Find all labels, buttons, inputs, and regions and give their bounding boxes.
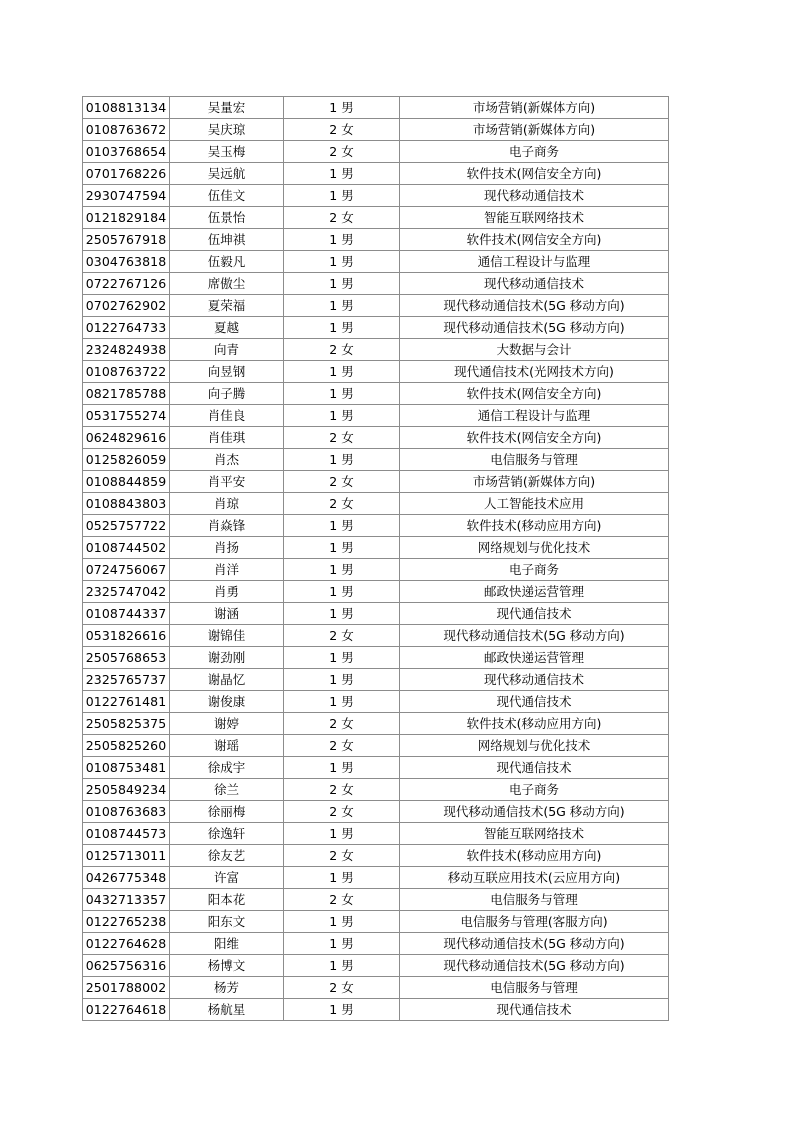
major-cell: 现代移动通信技术 (400, 185, 669, 207)
student-id-cell: 2930747594 (83, 185, 170, 207)
major-cell: 现代移动通信技术(5G 移动方向) (400, 295, 669, 317)
table-row (83, 845, 669, 867)
student-id-cell: 2505825375 (83, 713, 170, 735)
student-name-cell: 吴量宏 (170, 97, 284, 119)
table-row (83, 691, 669, 713)
major-cell: 网络规划与优化技术 (400, 735, 669, 757)
major-cell: 软件技术(网信安全方向) (400, 427, 669, 449)
gender-cell: 2 女 (284, 889, 400, 911)
table-row (83, 559, 669, 581)
table-row (83, 405, 669, 427)
student-name-cell: 徐成宇 (170, 757, 284, 779)
major-cell: 软件技术(网信安全方向) (400, 163, 669, 185)
table-row (83, 141, 669, 163)
major-cell: 现代移动通信技术(5G 移动方向) (400, 955, 669, 977)
gender-cell: 2 女 (284, 845, 400, 867)
gender-cell: 2 女 (284, 977, 400, 999)
student-name-cell: 吴庆琼 (170, 119, 284, 141)
major-cell: 现代移动通信技术 (400, 669, 669, 691)
gender-cell: 1 男 (284, 669, 400, 691)
student-name-cell: 徐逸轩 (170, 823, 284, 845)
major-cell: 现代通信技术(光网技术方向) (400, 361, 669, 383)
table-row (83, 207, 669, 229)
table-row (83, 119, 669, 141)
student-id-cell: 0108744573 (83, 823, 170, 845)
major-cell: 市场营销(新媒体方向) (400, 119, 669, 141)
student-name-cell: 肖勇 (170, 581, 284, 603)
student-name-cell: 阳本花 (170, 889, 284, 911)
table-row (83, 317, 669, 339)
student-name-cell: 许富 (170, 867, 284, 889)
student-name-cell: 伍毅凡 (170, 251, 284, 273)
gender-cell: 2 女 (284, 735, 400, 757)
gender-cell: 1 男 (284, 163, 400, 185)
major-cell: 现代移动通信技术(5G 移动方向) (400, 625, 669, 647)
gender-cell: 1 男 (284, 317, 400, 339)
student-roster-sheet (82, 96, 668, 1021)
table-row (83, 427, 669, 449)
table-row (83, 273, 669, 295)
student-name-cell: 肖洋 (170, 559, 284, 581)
gender-cell: 1 男 (284, 867, 400, 889)
student-id-cell: 0531826616 (83, 625, 170, 647)
major-cell: 通信工程设计与监理 (400, 251, 669, 273)
student-name-cell: 肖佳琪 (170, 427, 284, 449)
table-row (83, 383, 669, 405)
student-id-cell: 0525757722 (83, 515, 170, 537)
student-id-cell: 0821785788 (83, 383, 170, 405)
student-name-cell: 谢劲刚 (170, 647, 284, 669)
major-cell: 人工智能技术应用 (400, 493, 669, 515)
student-name-cell: 阳东文 (170, 911, 284, 933)
student-id-cell: 0108763683 (83, 801, 170, 823)
student-roster-table (82, 96, 669, 1021)
major-cell: 市场营销(新媒体方向) (400, 97, 669, 119)
table-row (83, 449, 669, 471)
student-id-cell: 2505849234 (83, 779, 170, 801)
table-row (83, 757, 669, 779)
major-cell: 现代移动通信技术 (400, 273, 669, 295)
student-id-cell: 0122765238 (83, 911, 170, 933)
student-name-cell: 阳维 (170, 933, 284, 955)
gender-cell: 1 男 (284, 97, 400, 119)
student-id-cell: 0122764628 (83, 933, 170, 955)
major-cell: 现代通信技术 (400, 691, 669, 713)
student-name-cell: 向青 (170, 339, 284, 361)
table-row (83, 867, 669, 889)
student-id-cell: 2325765737 (83, 669, 170, 691)
major-cell: 移动互联应用技术(云应用方向) (400, 867, 669, 889)
major-cell: 通信工程设计与监理 (400, 405, 669, 427)
gender-cell: 1 男 (284, 537, 400, 559)
table-row (83, 493, 669, 515)
major-cell: 软件技术(移动应用方向) (400, 713, 669, 735)
table-row (83, 295, 669, 317)
student-id-cell: 0108763722 (83, 361, 170, 383)
student-id-cell: 2505767918 (83, 229, 170, 251)
major-cell: 电子商务 (400, 141, 669, 163)
student-name-cell: 吴玉梅 (170, 141, 284, 163)
table-row (83, 823, 669, 845)
major-cell: 邮政快递运营管理 (400, 647, 669, 669)
major-cell: 现代移动通信技术(5G 移动方向) (400, 801, 669, 823)
student-id-cell: 0625756316 (83, 955, 170, 977)
gender-cell: 2 女 (284, 119, 400, 141)
gender-cell: 2 女 (284, 713, 400, 735)
student-name-cell: 席傲尘 (170, 273, 284, 295)
gender-cell: 1 男 (284, 449, 400, 471)
gender-cell: 2 女 (284, 493, 400, 515)
student-id-cell: 0304763818 (83, 251, 170, 273)
gender-cell: 1 男 (284, 251, 400, 273)
student-id-cell: 0108843803 (83, 493, 170, 515)
table-row (83, 647, 669, 669)
table-row (83, 515, 669, 537)
table-row (83, 163, 669, 185)
gender-cell: 2 女 (284, 801, 400, 823)
student-name-cell: 杨航星 (170, 999, 284, 1021)
student-id-cell: 0108813134 (83, 97, 170, 119)
student-id-cell: 0701768226 (83, 163, 170, 185)
major-cell: 邮政快递运营管理 (400, 581, 669, 603)
student-name-cell: 谢婷 (170, 713, 284, 735)
gender-cell: 1 男 (284, 229, 400, 251)
student-id-cell: 0722767126 (83, 273, 170, 295)
gender-cell: 1 男 (284, 185, 400, 207)
table-row (83, 581, 669, 603)
gender-cell: 1 男 (284, 295, 400, 317)
major-cell: 电信服务与管理 (400, 977, 669, 999)
student-id-cell: 0108744502 (83, 537, 170, 559)
roster-table-body (83, 97, 669, 1021)
gender-cell: 1 男 (284, 581, 400, 603)
major-cell: 电信服务与管理(客服方向) (400, 911, 669, 933)
table-row (83, 603, 669, 625)
gender-cell: 1 男 (284, 405, 400, 427)
major-cell: 软件技术(移动应用方向) (400, 845, 669, 867)
table-row (83, 97, 669, 119)
student-id-cell: 0103768654 (83, 141, 170, 163)
major-cell: 网络规划与优化技术 (400, 537, 669, 559)
student-id-cell: 0125713011 (83, 845, 170, 867)
gender-cell: 1 男 (284, 647, 400, 669)
major-cell: 软件技术(移动应用方向) (400, 515, 669, 537)
gender-cell: 2 女 (284, 427, 400, 449)
student-id-cell: 0122761481 (83, 691, 170, 713)
gender-cell: 1 男 (284, 757, 400, 779)
gender-cell: 1 男 (284, 999, 400, 1021)
student-name-cell: 杨博文 (170, 955, 284, 977)
student-name-cell: 伍坤祺 (170, 229, 284, 251)
major-cell: 电子商务 (400, 559, 669, 581)
student-name-cell: 杨芳 (170, 977, 284, 999)
student-name-cell: 肖平安 (170, 471, 284, 493)
gender-cell: 1 男 (284, 361, 400, 383)
student-name-cell: 徐兰 (170, 779, 284, 801)
gender-cell: 2 女 (284, 779, 400, 801)
table-row (83, 251, 669, 273)
table-row (83, 779, 669, 801)
table-row (83, 889, 669, 911)
student-id-cell: 0122764618 (83, 999, 170, 1021)
major-cell: 智能互联网络技术 (400, 823, 669, 845)
student-name-cell: 谢俊康 (170, 691, 284, 713)
gender-cell: 1 男 (284, 383, 400, 405)
table-row (83, 625, 669, 647)
major-cell: 现代通信技术 (400, 757, 669, 779)
gender-cell: 1 男 (284, 603, 400, 625)
student-id-cell: 0122764733 (83, 317, 170, 339)
student-name-cell: 向昱钢 (170, 361, 284, 383)
student-name-cell: 伍景怡 (170, 207, 284, 229)
student-id-cell: 0624829616 (83, 427, 170, 449)
student-id-cell: 2501788002 (83, 977, 170, 999)
table-row (83, 361, 669, 383)
student-id-cell: 0702762902 (83, 295, 170, 317)
student-name-cell: 谢涵 (170, 603, 284, 625)
student-name-cell: 向子腾 (170, 383, 284, 405)
student-id-cell: 2505768653 (83, 647, 170, 669)
table-row (83, 713, 669, 735)
student-id-cell: 2325747042 (83, 581, 170, 603)
student-name-cell: 肖杰 (170, 449, 284, 471)
student-id-cell: 2505825260 (83, 735, 170, 757)
gender-cell: 1 男 (284, 559, 400, 581)
student-name-cell: 肖焱锋 (170, 515, 284, 537)
gender-cell: 2 女 (284, 339, 400, 361)
major-cell: 电子商务 (400, 779, 669, 801)
student-name-cell: 徐友艺 (170, 845, 284, 867)
student-id-cell: 0121829184 (83, 207, 170, 229)
student-name-cell: 夏越 (170, 317, 284, 339)
major-cell: 现代移动通信技术(5G 移动方向) (400, 933, 669, 955)
student-name-cell: 肖扬 (170, 537, 284, 559)
student-id-cell: 0426775348 (83, 867, 170, 889)
student-id-cell: 0125826059 (83, 449, 170, 471)
gender-cell: 1 男 (284, 823, 400, 845)
table-row (83, 339, 669, 361)
student-id-cell: 0531755274 (83, 405, 170, 427)
gender-cell: 1 男 (284, 691, 400, 713)
student-id-cell: 2324824938 (83, 339, 170, 361)
student-name-cell: 徐丽梅 (170, 801, 284, 823)
major-cell: 智能互联网络技术 (400, 207, 669, 229)
student-id-cell: 0108744337 (83, 603, 170, 625)
student-name-cell: 谢锦佳 (170, 625, 284, 647)
table-row (83, 933, 669, 955)
student-name-cell: 吴远航 (170, 163, 284, 185)
table-row (83, 471, 669, 493)
table-row (83, 669, 669, 691)
student-name-cell: 肖佳良 (170, 405, 284, 427)
major-cell: 现代移动通信技术(5G 移动方向) (400, 317, 669, 339)
table-row (83, 735, 669, 757)
student-id-cell: 0108844859 (83, 471, 170, 493)
gender-cell: 1 男 (284, 515, 400, 537)
student-name-cell: 伍佳文 (170, 185, 284, 207)
major-cell: 电信服务与管理 (400, 889, 669, 911)
gender-cell: 2 女 (284, 625, 400, 647)
major-cell: 现代通信技术 (400, 603, 669, 625)
student-name-cell: 谢瑶 (170, 735, 284, 757)
table-row (83, 537, 669, 559)
gender-cell: 1 男 (284, 273, 400, 295)
student-id-cell: 0724756067 (83, 559, 170, 581)
table-row (83, 977, 669, 999)
student-name-cell: 肖琼 (170, 493, 284, 515)
student-id-cell: 0108763672 (83, 119, 170, 141)
student-name-cell: 谢晶忆 (170, 669, 284, 691)
major-cell: 软件技术(网信安全方向) (400, 229, 669, 251)
gender-cell: 2 女 (284, 471, 400, 493)
gender-cell: 1 男 (284, 955, 400, 977)
gender-cell: 2 女 (284, 207, 400, 229)
major-cell: 软件技术(网信安全方向) (400, 383, 669, 405)
student-id-cell: 0108753481 (83, 757, 170, 779)
major-cell: 电信服务与管理 (400, 449, 669, 471)
major-cell: 现代通信技术 (400, 999, 669, 1021)
gender-cell: 1 男 (284, 911, 400, 933)
student-name-cell: 夏荣福 (170, 295, 284, 317)
table-row (83, 999, 669, 1021)
table-row (83, 185, 669, 207)
table-row (83, 229, 669, 251)
student-id-cell: 0432713357 (83, 889, 170, 911)
table-row (83, 955, 669, 977)
major-cell: 市场营销(新媒体方向) (400, 471, 669, 493)
table-row (83, 911, 669, 933)
major-cell: 大数据与会计 (400, 339, 669, 361)
gender-cell: 2 女 (284, 141, 400, 163)
table-row (83, 801, 669, 823)
gender-cell: 1 男 (284, 933, 400, 955)
